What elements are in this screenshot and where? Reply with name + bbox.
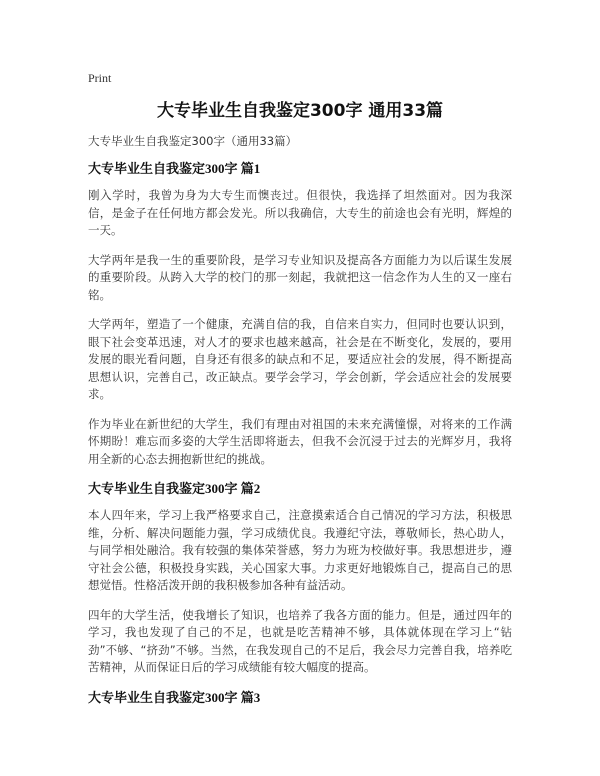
section-1-paragraph-3: 大学两年，塑造了一个健康，充满自信的我，自信来自实力，但同时也要认识到，眼下社会变革迅速，对人才的要求也越来越高，社会是在不断变化，发展的，要用发展的眼光看问题，自身还有很多的缺点和不足，要适应社会的发展，得不断提高思想认识，完善自己，改正缺点。要学会学习，学会创新，学会适应社会的发展要求。 [88, 317, 512, 401]
section-1-paragraph-1: 刚入学时，我曾为身为大专生而懊丧过。但很快，我选择了坦然面对。因为我深信，是金子在任何地方都会发光。所以我确信，大专生的前途也会有光明，辉煌的一天。 [88, 188, 512, 237]
section-1-paragraph-2: 大学两年是我一生的重要阶段，是学习专业知识及提高各方面能力为以后谋生发展的重要阶段。从跨入大学的校门的那一刻起，我就把这一信念作为人生的又一座右铭。 [88, 252, 512, 302]
section-heading-3: 大专毕业生自我鉴定300字 篇3 [88, 689, 261, 705]
section-1-paragraph-4: 作为毕业在新世纪的大学生，我们有理由对祖国的未来充满憧憬，对将来的工作满怀期盼！难忘而多姿的大学生活即将逝去，但我不会沉浸于过去的光辉岁月，我将用全新的心态去拥抱新世纪的挑战。 [88, 416, 512, 466]
section-heading-1: 大专毕业生自我鉴定300字 篇1 [88, 161, 261, 176]
page-title: 大专毕业生自我鉴定300字 通用33篇 [156, 101, 444, 121]
print-link[interactable]: Print [88, 71, 112, 85]
section-2-paragraph-1: 本人四年来，学习上我严格要求自己，注意摸索适合自己情况的学习方法，积极思维，分析、解决问题能力强，学习成绩优良。我遵纪守法，尊敬师长，热心助人，与同学相处融洽。我有较强的集体荣誉感，努力为班为校做好事。我思想进步，遵守社会公德，积极投身实践，关心国家大事。力求更好地锻炼自己，提高自己的思想觉悟。性格活泼开朗的我积极参加各种有益活动。 [88, 508, 512, 592]
section-2-paragraph-2: 四年的大学生活，使我增长了知识，也培养了我各方面的能力。但是，通过四年的学习，我也发现了自己的不足，也就是吃苦精神不够，具体就体现在学习上“钻劲”不够、“挤劲”不够。当然，在我发现自己的不足后，我会尽力完善自我，培养吃苦精神，从而保证日后的学习成绩能有较大幅度的提高。 [88, 607, 512, 674]
section-heading-2: 大专毕业生自我鉴定300字 篇2 [88, 481, 261, 496]
document-subtitle: 大专毕业生自我鉴定300字（通用33篇） [88, 134, 298, 148]
